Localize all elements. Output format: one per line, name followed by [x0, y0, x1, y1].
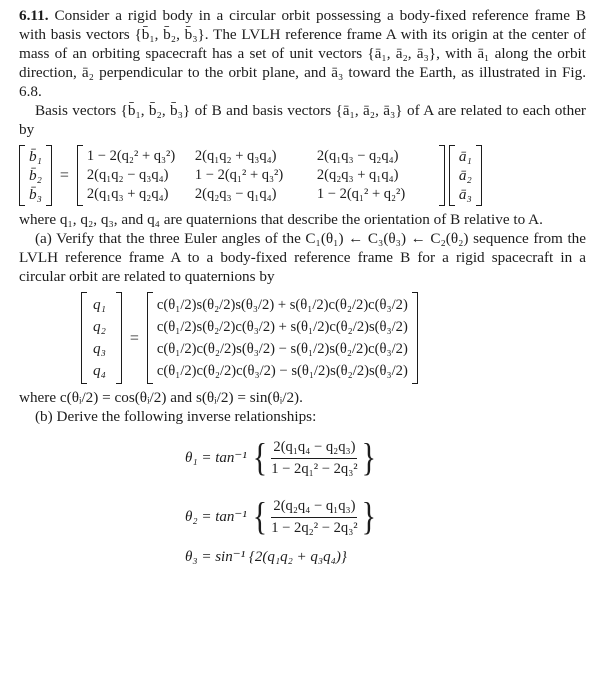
dcm-cell: 2(q₁q₃ + q₂q₄)	[86, 186, 169, 202]
right-brace: }	[361, 436, 377, 480]
dcm-cell: 2(q₁q₂ + q₃q₄)	[194, 148, 277, 164]
quat-rhs-row: c(θ₁/2)s(θ₂/2)s(θ₃/2) + s(θ₁/2)c(θ₂/2)c(θ₃/2)	[156, 297, 408, 313]
theta1-numerator: 2(q₁q₄ − q₂q₃)	[271, 438, 357, 459]
theta2-numerator: 2(q₂q₄ − q₁q₃)	[271, 497, 357, 518]
theta3-expression: θ₃ = sin⁻¹ {2(q₁q₂ + q₃q₄)}	[185, 549, 347, 565]
quat-lhs-q4: q₄	[93, 362, 106, 379]
theta1-lhs: θ₁ = tan⁻¹	[185, 450, 247, 466]
where-quaternions: where q₁, q₂, q₃, and q₄ are quaternions that describe the orientation of B relative to A.	[19, 211, 543, 228]
theta2-denominator: 1 − 2q₂² − 2q₃²	[271, 520, 358, 536]
part-b: (b) Derive the following inverse relationships:	[35, 408, 317, 425]
dcm-cell: 2(q₂q₃ + q₁q₄)	[316, 167, 399, 183]
relation-text: Basis vectors {b̄₁, b̄₂, b̄₃} of B and basis vectors {ā₁, ā₂, ā₃} of A are related to each other by	[19, 102, 586, 138]
quat-equals: =	[129, 329, 139, 347]
dcm-cell: 1 − 2(q₂² + q₃²)	[86, 148, 176, 164]
quat-rhs-row: c(θ₁/2)s(θ₂/2)c(θ₃/2) + s(θ₁/2)c(θ₂/2)s(θ₃/2)	[156, 319, 408, 335]
quat-lhs-q2: q₂	[93, 318, 106, 335]
dcm-lhs-b3: b̄₃	[29, 186, 42, 203]
dcm-rhs-a2: ā₂	[458, 167, 472, 184]
dcm-rhs-a3: ā₃	[458, 186, 472, 203]
dcm-matrix	[77, 145, 445, 206]
dcm-lhs-b2: b̄₂	[29, 167, 42, 184]
intro-text: Consider a rigid body in a circular orbit possessing a body-fixed reference frame B with basis vectors {b̄₁, b̄₂, b̄₃}. The LVLH reference frame A with its origin at the center of mass of an orbiting spacecraft has a set of unit vectors {ā₁, ā₂, ā₃}, with ā₁ along the orbit direction, ā₂ perpendicular to the orbit plane, and ā₃ toward the Earth, as illustrated in Fig. 6.8.	[19, 7, 586, 100]
theta1-fraction	[269, 438, 359, 479]
dcm-rhs-vector	[449, 145, 482, 206]
theta2-lhs: θ₂ = tan⁻¹	[185, 509, 247, 525]
quat-rhs-row: c(θ₁/2)c(θ₂/2)c(θ₃/2) − s(θ₁/2)s(θ₂/2)s(θ₃/2)	[156, 363, 408, 379]
dcm-cell: 2(q₁q₂ − q₃q₄)	[86, 167, 169, 183]
quaternion-equation	[81, 292, 586, 384]
dcm-cell: 2(q₁q₃ − q₂q₄)	[316, 148, 399, 164]
theta1-formula	[185, 438, 586, 479]
problem-number: 6.11.	[19, 7, 49, 24]
right-brace: }	[361, 495, 377, 539]
part-a: (a) Verify that the three Euler angles of the C₁(θ₁) ← C₃(θ₃) ← C₂(θ₂) sequence from the LVLH reference frame A to a body-fixed reference frame B for a rigid spacecraft in a circular orbit are related to quaternions by	[19, 230, 586, 285]
quat-rhs-vector	[147, 292, 418, 384]
problem-intro	[19, 6, 586, 101]
dcm-cell: 1 − 2(q₁² + q₂²)	[316, 186, 406, 202]
left-brace: {	[252, 495, 268, 539]
quat-lhs-q1: q₁	[93, 296, 106, 313]
dcm-rhs-a1: ā₁	[458, 148, 472, 165]
dcm-lhs-vector	[19, 145, 52, 206]
theta2-formula	[185, 497, 586, 538]
left-brace: {	[252, 436, 268, 480]
quat-lhs-q3: q₃	[93, 340, 106, 357]
dcm-cell: 2(q₂q₃ − q₁q₄)	[194, 186, 277, 202]
theta3-formula	[185, 548, 586, 567]
dcm-equals: =	[59, 167, 69, 184]
dcm-lhs-b1: b̄₁	[29, 148, 42, 165]
quat-lhs-vector	[81, 292, 122, 384]
where-cos-sin: where c(θᵢ/2) = cos(θᵢ/2) and s(θᵢ/2) = sin(θᵢ/2).	[19, 389, 303, 406]
quat-rhs-row: c(θ₁/2)c(θ₂/2)s(θ₃/2) − s(θ₁/2)s(θ₂/2)c(θ₃/2)	[156, 341, 408, 357]
theta1-denominator: 1 − 2q₁² − 2q₃²	[271, 461, 358, 477]
dcm-equation	[19, 145, 586, 206]
theta2-fraction	[269, 497, 359, 538]
dcm-cell: 1 − 2(q₁² + q₃²)	[194, 167, 284, 183]
